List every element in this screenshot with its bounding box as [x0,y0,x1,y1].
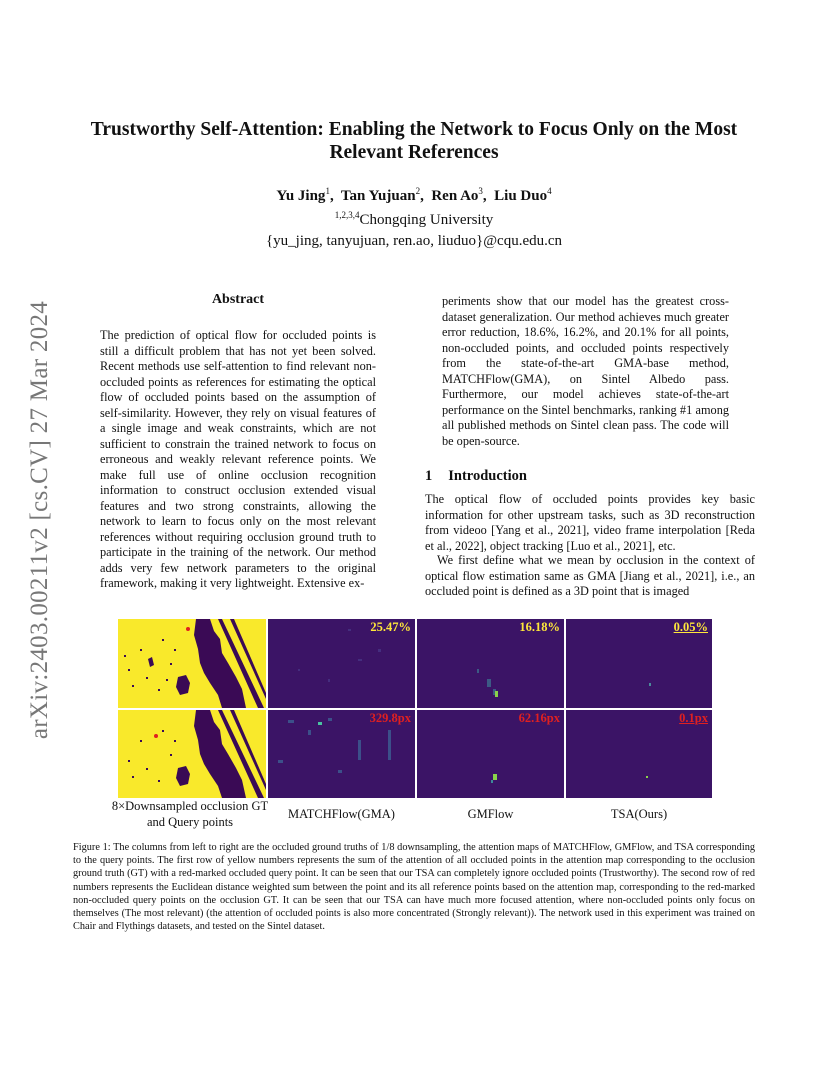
attention-sum-value: 25.47% [370,620,411,634]
column-label-gmflow: GMFlow [467,807,514,821]
figure-1-caption: Figure 1: The columns from left to right are the occluded ground truths of 1/8 downsampling, the attention maps of MATCHFlow, GMFlow, and TSA corresponding to the query points. The first row of yellow numbers represents the sum of the attention of all occluded points in the attention map corresponding to the occlusion ground truth (GT) with a red-marked occluded query point. It can be seen that our TSA can completely ignore occluded points (Trustworthy). The second row of red numbers represents the Euclidean distance weighted sum between the point and its all reference points based on the attention map, corresponding to the red-marked non-occluded query points on the occlusion GT. It can be seen that our TSA can have much more focused attention, where non-occluded points only focus on themselves (The most relevant) (the attention of occluded points is also more concentrated (Strongly relevant)). The network used in this experiment was trained on Chair and Flythings datasets, and tested on the Sintel dataset. [73,842,755,933]
distance-sum-value: 62.16px [518,711,560,725]
section-number: 1 [425,468,433,484]
intro-paragraph-2: We first define what we mean by occlusion in the context of optical flow estimation same as GMA [Jiang et al., 2021], i.e., an occluded point is defined as a 3D point that is imaged [425,553,755,598]
attention-map-gmflow [417,619,564,708]
abstract-text-left: The prediction of optical flow for occluded points is still a difficult problem that has not yet been solved. Recent methods use self-attention to find relevant non-occluded points as references for estimating the optical flow of occluded points based on the assumption of self-similarity. However, they rely on visual features of a single image and weak constraints, which are not sufficient to constrain the trained network to focus on erroneous and weakly relevant reference points. We make full use of online occlusion recognition information to construct occlusion extended visual features and two strong constraints, allowing the network to learn to focus only on the most relevant references without requiring occlusion ground truth to participate in the training of the network. Our method adds very few network parameters to the original framework, making it very lightweight. Extensive ex- [100,328,376,590]
abstract-heading: Abstract [211,292,265,307]
affiliation-name: Chongqing University [359,212,494,228]
author-sup: 4 [547,186,552,196]
attention-map-matchflow [268,710,415,798]
attention-map-tsa [566,710,712,798]
author-name: Liu Duo [494,188,548,204]
author-sup: 2 [415,186,421,196]
author-sup: 3 [478,186,483,196]
section-heading-introduction [425,468,755,485]
column-label-occlusion-gt: 8×Downsampled occlusion GT and Query points [111,799,269,829]
author-sup: 1 [325,186,330,196]
distance-sum-value: 329.8px [369,711,411,725]
affiliation-sup: 1,2,3,4 [334,210,360,220]
author-name: Yu Jing [276,188,326,204]
column-label-matchflow: MATCHFlow(GMA) [288,807,395,821]
author-list: Yu Jing$^1$, Tan Yujuan$^2$, Ren Ao$^3$, Liu Duo$^4$ [276,186,552,204]
figure-1 [111,616,714,831]
author-name: Tan Yujuan [340,188,416,204]
intro-paragraph-1: The optical flow of occluded points provides key basic information for other upstream tasks, such as 3D reconstruction from videoo [Yang et al., 2021], video frame interpolation [Reda et al., 2022], object tracking [Luo et al., 2021], etc. [425,492,755,553]
distance-sum-value: 0.1px [679,711,708,725]
attention-map-matchflow [268,619,415,708]
attention-sum-value: 0.05% [673,620,708,634]
occlusion-gt-image [118,619,266,708]
attention-sum-value: 16.18% [519,620,560,634]
occlusion-gt-image [118,710,266,798]
arxiv-id: arXiv:2403.00211v2 [cs.CV] 27 Mar 2024 [26,300,53,740]
arxiv-side-stamp [20,280,60,760]
author-name: Ren Ao [431,188,479,204]
author-emails: {yu_jing, tanyujuan, ren.ao, liuduo}@cqu.edu.cn [265,233,563,249]
attention-map-gmflow [417,710,564,798]
column-label-tsa: TSA(Ours) [610,807,668,821]
abstract-text-right: periments show that our model has the greatest cross-dataset generalization. Our method achieves much greater error reduction, 18.6%, 16.2%, and 20.1% for all points, non-occluded points, and occluded points respectively from the state-of-the-art GMA-base method, MATCHFlow(GMA), on Sintel Albedo pass. Furthermore, our model achieves state-of-the-art performance on the Sintel benchmarks, ranking #1 among all published methods on Sintel clean pass. The code will be open-source. [442,294,729,448]
section-title: Introduction [448,468,527,484]
affiliation [80,210,748,229]
attention-map-tsa [566,619,712,708]
paper-title: Trustworthy Self-Attention: Enabling the Network to Focus Only on the Most Relevant References [90,119,738,163]
